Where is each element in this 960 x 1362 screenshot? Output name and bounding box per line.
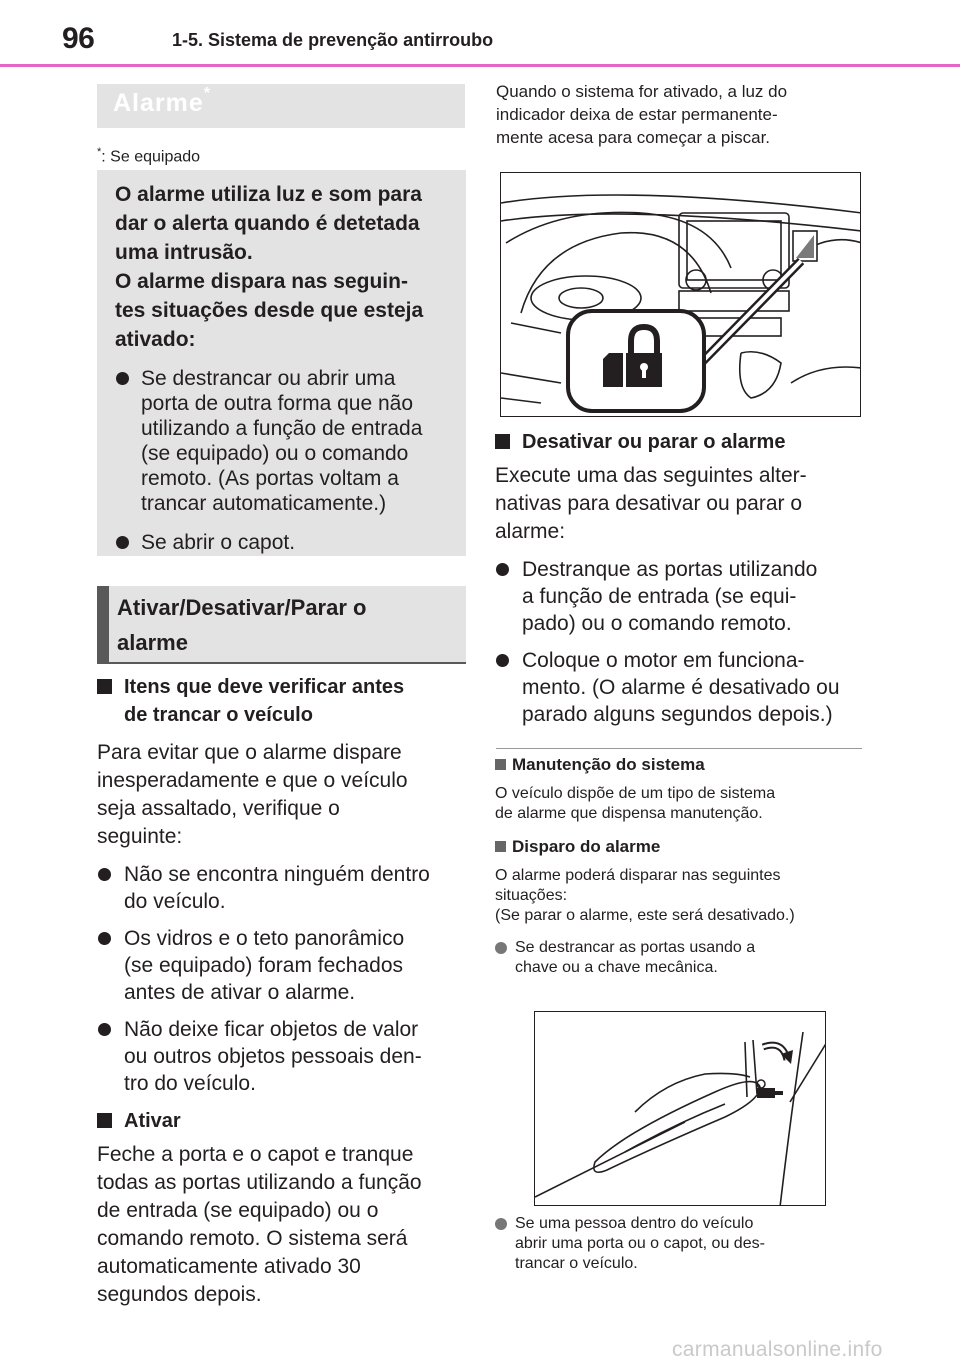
- page-title: Alarme*: [113, 85, 211, 117]
- left-column: [97, 673, 467, 1309]
- intro-bullet-list: [115, 366, 448, 555]
- square-bullet-icon: [495, 759, 506, 770]
- door-handle-figure: [534, 1011, 826, 1206]
- trigger-heading: Disparo do alarme: [495, 836, 865, 858]
- dashboard-figure: [500, 172, 861, 417]
- check-paragraph: Para evitar que o alarme dispare inesperadamente e que o veículo seja assaltado, verifique o seguinte:: [97, 741, 408, 848]
- trigger-paragraph: O alarme poderá disparar nas seguintes situações: (Se parar o alarme, este será desativado.): [495, 867, 795, 924]
- list-item: Se uma pessoa dentro do veículo abrir uma porta ou o capot, ou des- trancar o veículo.: [495, 1214, 865, 1274]
- bullet-icon: [98, 868, 111, 881]
- square-bullet-icon: [97, 1113, 112, 1128]
- bullet-icon: [496, 563, 509, 576]
- bullet-icon: [116, 372, 129, 385]
- list-item: Se destrancar as portas usando a chave ou a chave mecânica.: [495, 938, 865, 978]
- deactivate-bullet-list: [495, 556, 865, 728]
- intro-box: [97, 170, 466, 556]
- activation-note: Quando o sistema for ativado, a luz do indicador deixa de estar permanente- mente acesa para começar a piscar.: [496, 82, 788, 147]
- title-box: [97, 84, 465, 128]
- bullet-icon: [98, 1023, 111, 1036]
- deactivate-heading: Desativar ou parar o alarme: [495, 428, 865, 456]
- intro-text: O alarme utiliza luz e som para dar o alerta quando é detetada uma intrusão. O alarme dispara nas seguin- tes situações desde que esteja ativado:: [115, 183, 424, 351]
- watermark: carmanualsonline.info: [672, 1338, 883, 1361]
- activate-heading: Ativar: [97, 1107, 467, 1135]
- list-item: Os vidros e o teto panorâmico (se equipado) foram fechados antes de ativar o alarme.: [97, 925, 467, 1006]
- maintenance-heading: Manutenção do sistema: [495, 754, 865, 776]
- dashboard-illustration: [501, 173, 861, 417]
- section-title: 1-5. Sistema de prevenção antirroubo: [172, 30, 494, 50]
- list-item: Não deixe ficar objetos de valor ou outros objetos pessoais den- tro do veículo.: [97, 1016, 467, 1097]
- page-number: 96: [62, 22, 95, 55]
- section-heading: Ativar/Desativar/Parar o alarme: [97, 586, 466, 664]
- header-divider: [0, 64, 960, 67]
- bullet-icon: [98, 932, 111, 945]
- list-item: Se abrir o capot.: [115, 530, 448, 555]
- square-bullet-icon: [97, 679, 112, 694]
- list-item: Destranque as portas utilizando a função de entrada (se equi- pado) ou o comando remoto.: [495, 556, 865, 637]
- list-item: Não se encontra ninguém dentro do veículo.: [97, 861, 467, 915]
- footnote: *: Se equipado: [97, 146, 201, 166]
- deactivate-paragraph: Execute uma das seguintes alter- nativas para desativar ou parar o alarme:: [495, 464, 807, 543]
- bullet-icon: [116, 536, 129, 549]
- bullet-icon: [495, 1218, 507, 1230]
- square-bullet-icon: [495, 434, 510, 449]
- activate-paragraph: Feche a porta e o capot e tranque todas as portas utilizando a função de entrada (se equipado) ou o comando remoto. O sistema será automaticamente ativado 30 segundos depois.: [97, 1143, 422, 1306]
- door-handle-illustration: [535, 1012, 826, 1206]
- title-marker: *: [203, 85, 211, 102]
- notes-section: [495, 754, 865, 978]
- maintenance-paragraph: O veículo dispõe de um tipo de sistema de alarme que dispensa manutenção.: [495, 785, 776, 822]
- square-bullet-icon: [495, 841, 506, 852]
- bullet-icon: [495, 942, 507, 954]
- bullet-icon: [496, 654, 509, 667]
- notes-divider: [496, 748, 862, 749]
- check-bullet-list: [97, 861, 467, 1097]
- door-handle-key-icon: [757, 1045, 793, 1098]
- right-column: [495, 428, 865, 738]
- list-item: Coloque o motor em funciona- mento. (O alarme é desativado ou parado alguns segundos depois.): [495, 647, 865, 728]
- list-item: Se destrancar ou abrir uma porta de outra forma que não utilizando a função de entrada (se equipado) ou o comando remoto. (As portas voltam a trancar automaticamente.): [115, 366, 448, 516]
- trigger-bullet-2: [495, 1214, 865, 1274]
- trigger-bullet-list: [495, 938, 865, 978]
- check-heading: Itens que deve verificar antes de trancar o veículo: [97, 673, 467, 729]
